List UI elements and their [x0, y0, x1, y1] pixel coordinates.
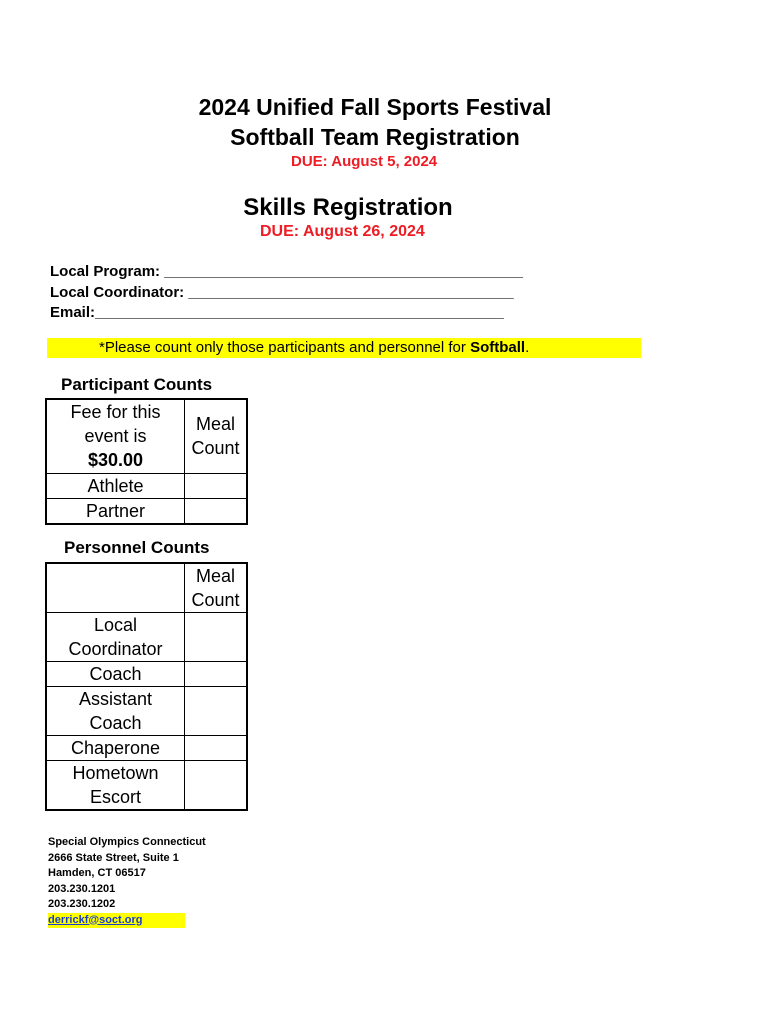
meal-line2: Count: [191, 438, 240, 459]
participant-table: [45, 398, 248, 525]
fee-amount: $30.00: [87, 450, 144, 471]
hometown-escort-meal-input[interactable]: [185, 761, 248, 811]
meal-line1: Meal: [195, 414, 235, 435]
org-name: Special Olympics Connecticut: [48, 836, 206, 848]
form-title-line2: Softball Team Registration: [230, 124, 520, 150]
contact-email-link[interactable]: derrickf@soct.org: [48, 913, 185, 929]
personnel-row-label: [46, 613, 185, 662]
assistant-coach-meal-input[interactable]: [185, 687, 248, 736]
phone-1: 203.230.1201: [48, 882, 116, 895]
address-line1: 2666 State Street, Suite 1: [48, 851, 179, 864]
personnel-row-label: Coach: [46, 662, 185, 687]
personnel-meal-count-header: [185, 563, 248, 613]
row-line1: Assistant: [78, 689, 153, 709]
row-line2: Escort: [89, 787, 141, 807]
notice-prefix: *Please count only those participants and personnel for: [99, 339, 471, 356]
fee-line2: event is: [84, 426, 147, 447]
row-line2: Coordinator: [68, 639, 163, 659]
chaperone-meal-input[interactable]: [185, 736, 248, 761]
notice-sport: Softball: [470, 339, 526, 356]
skills-title: Skills Registration: [243, 194, 453, 221]
phone-2: 203.230.1202: [48, 898, 116, 910]
email-field[interactable]: Email:_________________________________________________: [50, 304, 504, 321]
participant-row-label: Partner: [46, 498, 185, 524]
row-line1: Local: [93, 615, 138, 635]
personnel-row-label: [46, 687, 185, 736]
personnel-table: [45, 562, 248, 811]
meal-line1: Meal: [195, 566, 235, 586]
personnel-row-label: [46, 761, 185, 811]
personnel-counts-title: Personnel Counts: [64, 538, 210, 557]
partner-meal-count-input[interactable]: [185, 498, 248, 524]
meal-count-header: [185, 399, 248, 473]
personnel-blank-header: [46, 563, 185, 613]
notice-suffix: .: [525, 339, 530, 356]
skills-due-date: DUE: August 26, 2024: [260, 223, 425, 240]
form-title-line1: 2024 Unified Fall Sports Festival: [198, 94, 552, 120]
local-coordinator-field[interactable]: Local Coordinator: _______________________________________: [50, 284, 514, 301]
fee-line1: Fee for this: [70, 402, 161, 423]
participant-counts-title: Participant Counts: [61, 375, 213, 394]
personnel-row-label: Chaperone: [46, 736, 185, 761]
address-line2: Hamden, CT 06517: [48, 867, 146, 879]
participant-row-label: Athlete: [46, 473, 185, 498]
contact-block: [48, 835, 206, 928]
softball-notice: [47, 338, 641, 358]
athlete-meal-count-input[interactable]: [185, 473, 248, 498]
team-due-date: DUE: August 5, 2024: [291, 153, 438, 170]
row-line2: Coach: [89, 713, 142, 733]
fee-cell: [46, 399, 185, 473]
local-program-field[interactable]: Local Program: ___________________________________________: [50, 263, 523, 280]
row-line1: Hometown: [72, 763, 159, 783]
meal-line2: Count: [191, 590, 240, 610]
coach-meal-input[interactable]: [185, 662, 248, 687]
local-coordinator-meal-input[interactable]: [185, 613, 248, 662]
